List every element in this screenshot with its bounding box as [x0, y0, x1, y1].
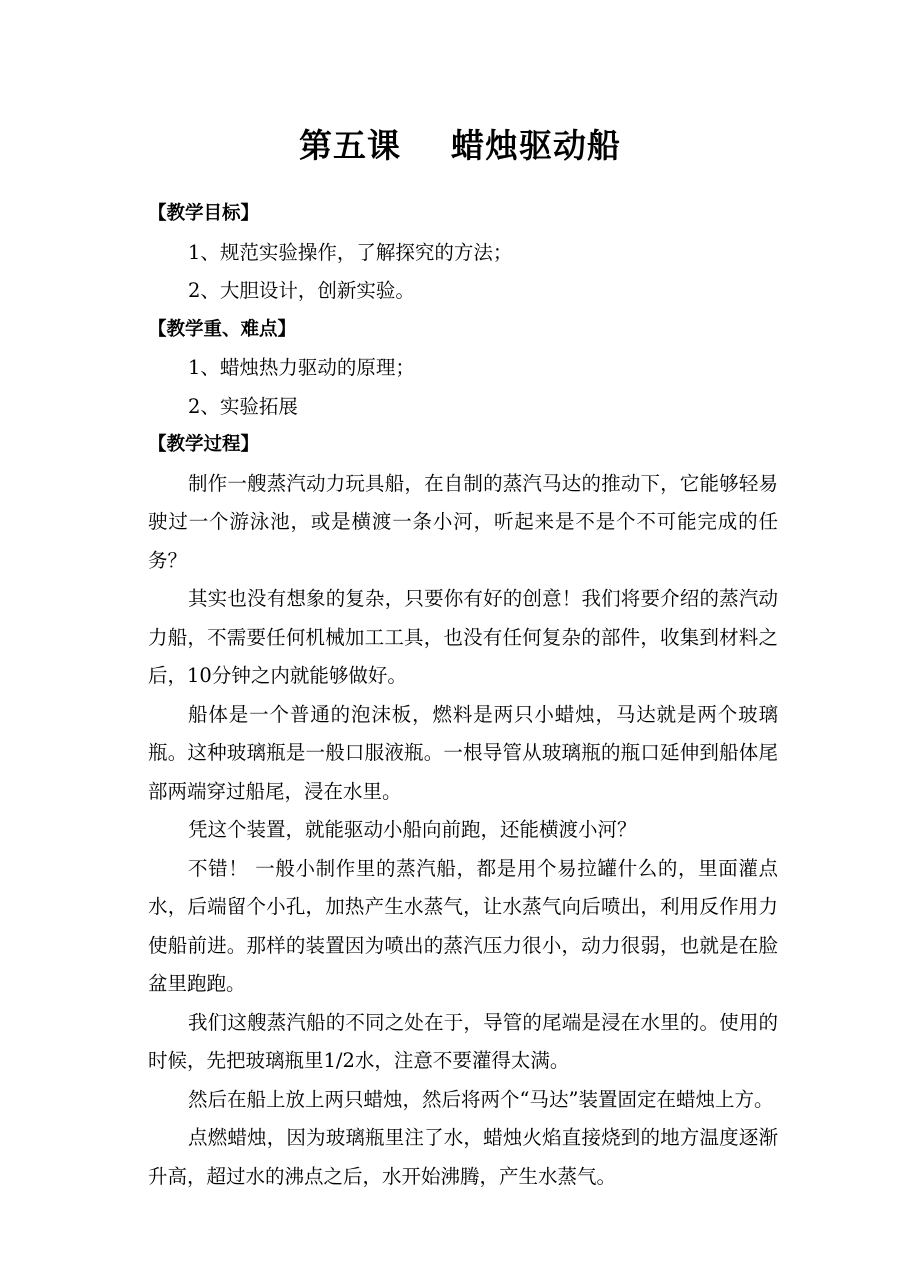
- process-paragraph: 然后在船上放上两只蜡烛，然后将两个“马达”装置固定在蜡烛上方。: [188, 1087, 774, 1111]
- section-heading-goals: 【教学目标】: [148, 203, 260, 224]
- goal-item: 2、大胆设计，创新实验。: [188, 279, 415, 302]
- process-paragraph: 其实也没有想象的复杂，只要你有好的创意！我们将要介绍的蒸汽动力船，不需要任何机械加工工具，也没有任何复杂的部件，收集到材料之后，10分钟之内就能够做好。: [148, 587, 778, 687]
- process-paragraph: 不错！ 一般小制作里的蒸汽船，都是用个易拉罐什么的，里面灌点水，后端留个小孔，加热产生水蒸气，让水蒸气向后喷出，利用反作用力使船前进。那样的装置因为喷出的蒸汽压力很小，动力很弱，也就是在脸盆里跑跑。: [148, 856, 778, 995]
- process-paragraph: 我们这艘蒸汽船的不同之处在于，导管的尾端是浸在水里的。使用的时候，先把玻璃瓶里1/2水，注意不要灌得太满。: [148, 1010, 778, 1072]
- section-heading-process: 【教学过程】: [148, 434, 260, 455]
- key-point-item: 2、实验拓展: [188, 394, 298, 418]
- document-body: [148, 195, 778, 1196]
- section-heading-key-points: 【教学重、难点】: [148, 318, 297, 340]
- key-point-item: 1、蜡烛热力驱动的原理；: [188, 356, 415, 379]
- process-paragraph: 船体是一个普通的泡沫板，燃料是两只小蜡烛，马达就是两个玻璃瓶。这种玻璃瓶是一般口服液瓶。一根导管从玻璃瓶的瓶口延伸到船体尾部两端穿过船尾，浸在水里。: [148, 702, 778, 803]
- page-title: 第五课 蜡烛驱动船: [299, 126, 621, 165]
- goal-item: 1、规范实验操作，了解探究的方法；: [188, 240, 513, 264]
- process-paragraph: 凭这个装置，就能驱动小船向前跑，还能横渡小河？: [188, 818, 637, 841]
- process-paragraph: 制作一艘蒸汽动力玩具船，在自制的蒸汽马达的推动下，它能够轻易驶过一个游泳池，或是横渡一条小河，听起来是不是个不可能完成的任务？: [148, 471, 778, 572]
- process-paragraph: 点燃蜡烛，因为玻璃瓶里注了水，蜡烛火焰直接烧到的地方温度逐渐升高，超过水的沸点之后，水开始沸腾，产生水蒸气。: [148, 1126, 778, 1188]
